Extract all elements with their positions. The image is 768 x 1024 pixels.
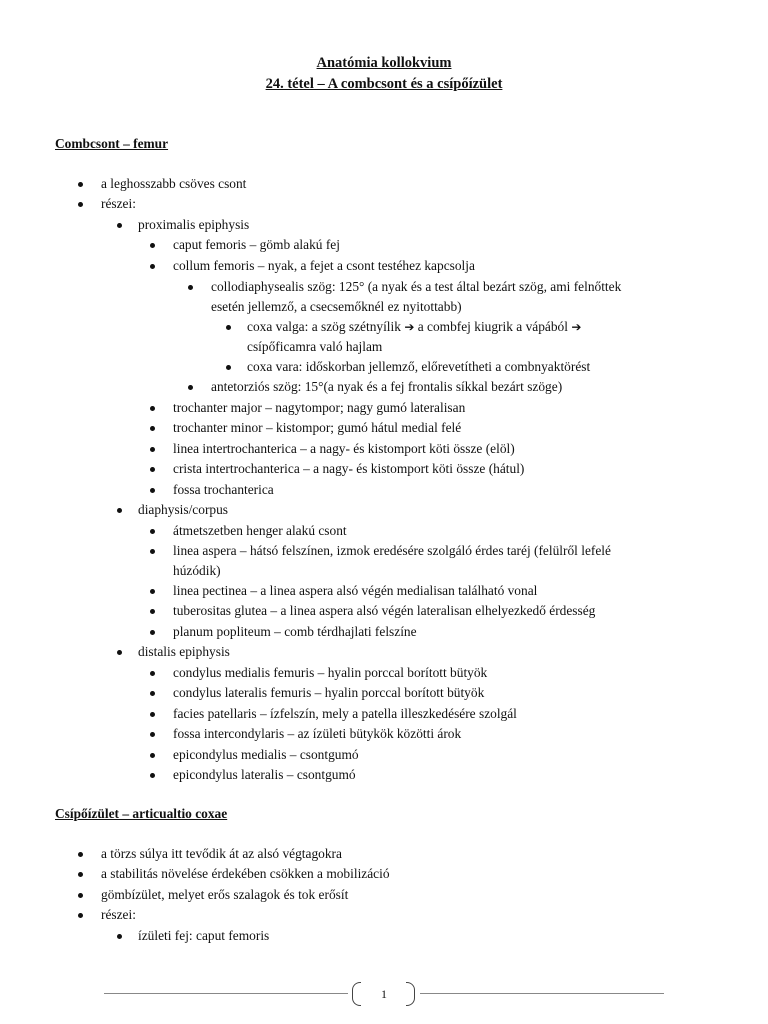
bullet-icon [226,325,231,330]
bullet-icon [150,732,155,737]
bullet-icon [150,773,155,778]
bullet-icon [150,609,155,614]
bullet-icon [150,467,155,472]
bullet-icon [150,630,155,635]
bullet-icon [117,650,122,655]
bullet-icon [188,285,193,290]
left-brace-icon [352,982,361,1006]
bullet-icon [150,671,155,676]
bullet-icon [78,893,83,898]
bullet-icon [150,753,155,758]
document-title: Anatómia kollokvium [316,55,452,71]
bullet-icon [78,872,83,877]
bullet-icon [150,426,155,431]
bullet-icon [150,529,155,534]
bullet-icon [150,406,155,411]
bullet-icon [150,243,155,248]
arrow-right-icon: ➔ [571,320,582,334]
section-heading-femur: Combcsont – femur [55,136,169,151]
bullet-icon [150,589,155,594]
bullet-icon [78,852,83,857]
page-number: 1 [381,987,387,1001]
document-subtitle: 24. tétel – A combcsont és a csípőízület [265,76,503,92]
bullet-icon [117,508,122,513]
bullet-icon [226,365,231,370]
bullet-icon [150,264,155,269]
bullet-icon [78,182,83,187]
title-block [0,53,768,95]
bullet-icon [188,385,193,390]
right-brace-icon [406,982,415,1006]
bullet-icon [78,202,83,207]
document-page: Anatómia kollokvium 24. tétel – A combcsont és a csípőízület Combcsont – femur a leghosszabb csöves csont részei: proximalis epiphysis caput femoris – gömb alakú fej collum femoris – nyak, a fejet a csont testéhez kapcsolja collodiaphysealis szög: 125° (a nyak és a test által bezárt szög, ami felnőttek esetén jellemző, a csecsemőknél ez nyitottabb) coxa valga: a szög szétnyílik ➔ a combfej kiugrik a vápából ➔ csípőficamra való hajlam coxa vara: időskorban jellemző, előrevetítheti a combnyaktörést antetorziós szög: 15°(a nyak és a fej frontalis síkkal bezárt szöge) trochanter major – nagytompor; nagy gumó lateralisan trochanter minor – kistompor; gumó hátul medial felé linea intertrochanterica – a nagy- és kistomport köti össze (elöl) crista intertrochanterica – a nagy- és kistomport köti össze (hátul) fossa trochanterica diaphysis/corpus átmetszetben henger alakú csont linea aspera – hátsó felszínen, izmok eredésére szolgáló érdes taréj (felülről lefelé húzódik) linea pectinea – a linea aspera alsó végén medialisan található vonal tuberositas glutea – a linea aspera alsó végén lateralisan elhelyezkedő érdesség planum popliteum – comb térdhajlati felszíne distalis epiphysis condylus medialis femuris – hyalin porccal borított bütyök condylus lateralis femuris – hyalin porccal borított bütyök facies patellaris – ízfelszín, mely a patella illeszkedésére szolgál fossa intercondylaris – az ízületi bütykök közötti árok epicondylus medialis – csontgumó epicondylus lateralis – csontgumó Csípőízület – articualtio coxae a törzs súlya itt tevődik át az alsó végtagokra a stabilitás növelése érdekében csökken a mobilizáció gömbízület, melyet erős szalagok és tok erősít részei: ízületi fej: caput femoris 1 [0,0,768,1024]
page-footer [0,982,768,1006]
bullet-icon [150,447,155,452]
footer-rule-left [104,993,348,994]
bullet-icon [150,712,155,717]
section-heading-hip: Csípőízület – articualtio coxae [55,806,228,821]
arrow-right-icon: ➔ [404,320,415,334]
bullet-icon [78,913,83,918]
bullet-icon [150,549,155,554]
bullet-icon [117,223,122,228]
bullet-icon [117,934,122,939]
bullet-icon [150,488,155,493]
footer-rule-right [420,993,664,994]
bullet-icon [150,691,155,696]
